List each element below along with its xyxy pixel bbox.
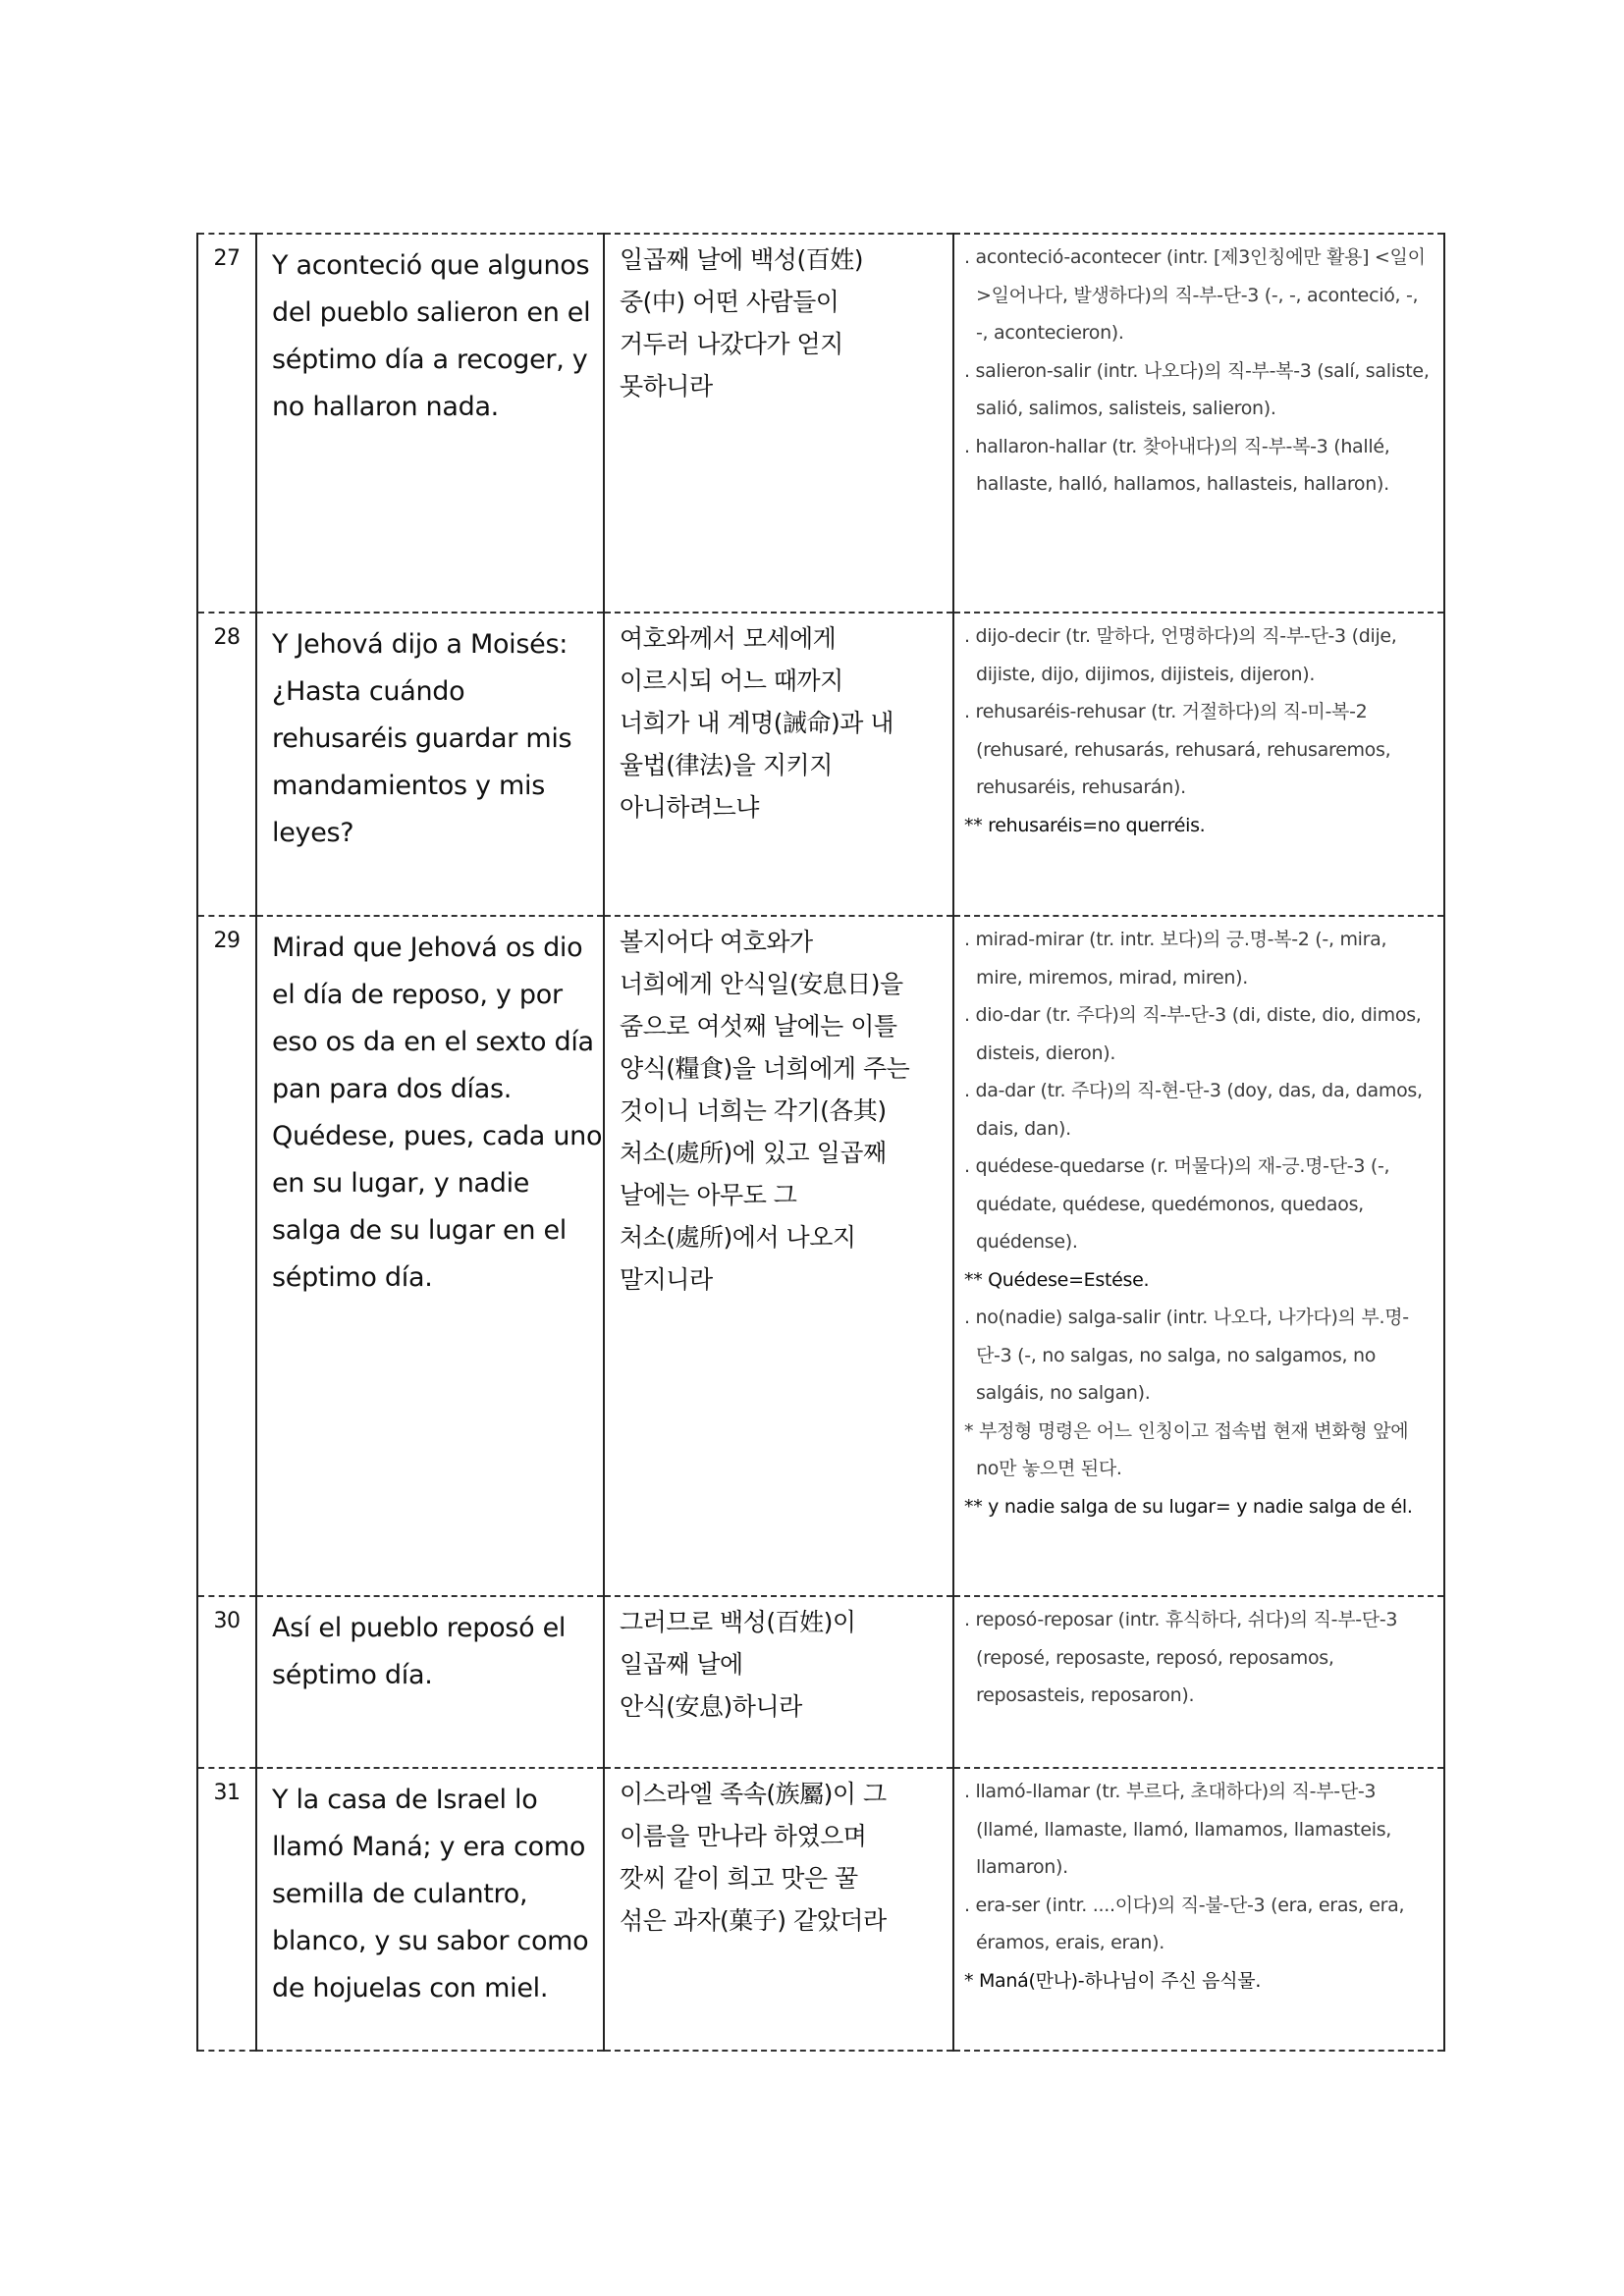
- spanish-text: [256, 1768, 604, 2051]
- spanish-line: Y la casa de Israel lo: [272, 1785, 538, 1815]
- korean-line: 처소(處所)에 있고 일곱째: [620, 1139, 887, 1167]
- korean-line: 줌으로 여섯째 날에는 이틀: [620, 1012, 897, 1041]
- spanish-line: rehusaréis guardar mis: [272, 723, 572, 754]
- note-equivalence: ** Quédese=Estése.: [964, 1268, 1150, 1291]
- spanish-text: [256, 234, 604, 613]
- korean-line: 것이니 너희는 각기(各其): [620, 1096, 887, 1125]
- grammar-notes: [953, 1768, 1444, 2051]
- spanish-line: blanco, y su sabor como: [272, 1926, 589, 1956]
- korean-line: 일곱째 날에: [620, 1650, 743, 1679]
- table-row: [197, 613, 1444, 916]
- grammar-notes: [953, 916, 1444, 1596]
- korean-line: 양식(糧食)을 너희에게 주는: [620, 1054, 910, 1083]
- korean-line: 못하니라: [620, 372, 713, 400]
- table-row: [197, 916, 1444, 1596]
- spanish-line: ¿Hasta cuándo: [272, 676, 465, 707]
- spanish-line: Quédese, pues, cada uno: [272, 1121, 603, 1151]
- korean-line: 이스라엘 족속(族屬)이 그: [620, 1780, 887, 1808]
- korean-text: [604, 1596, 953, 1768]
- note-equivalence: ** rehusaréis=no querréis.: [964, 814, 1206, 836]
- korean-line: 중(中) 어떤 사람들이: [620, 288, 839, 316]
- spanish-line: llamó Maná; y era como: [272, 1832, 586, 1862]
- korean-line: 아니하려느냐: [620, 793, 759, 822]
- spanish-line: eso os da en el sexto día: [272, 1027, 594, 1057]
- korean-line: 율법(律法)을 지키지: [620, 751, 833, 779]
- spanish-line: leyes?: [272, 818, 354, 848]
- korean-line: 볼지어다 여호와가: [620, 928, 813, 956]
- verse-number: 27: [197, 234, 256, 613]
- spanish-line: semilla de culantro,: [272, 1879, 528, 1909]
- verse-number: 29: [197, 916, 256, 1596]
- korean-text: [604, 1768, 953, 2051]
- korean-line: 깟씨 같이 희고 맛은 꿀: [620, 1864, 858, 1893]
- spanish-line: Mirad que Jehová os dio: [272, 933, 583, 963]
- note-item: . mirad-mirar (tr. intr. 보다)의 긍.명-복-2 (-, mira, mire, miremos, mirad, miren).: [964, 929, 1387, 988]
- spanish-line: Así el pueblo reposó el: [272, 1613, 567, 1643]
- korean-line: 여호와께서 모세에게: [620, 624, 837, 653]
- korean-text: [604, 234, 953, 613]
- grammar-notes: [953, 613, 1444, 916]
- korean-text: [604, 613, 953, 916]
- spanish-text: [256, 1596, 604, 1768]
- korean-line: 이르시되 어느 때까지: [620, 667, 843, 695]
- spanish-line: salga de su lugar en el: [272, 1215, 567, 1246]
- korean-line: 이름을 만나라 하였으며: [620, 1822, 867, 1850]
- table-row: [197, 234, 1444, 613]
- spanish-text: [256, 613, 604, 916]
- spanish-line: séptimo día.: [272, 1262, 433, 1293]
- korean-line: 안식(安息)하니라: [620, 1692, 802, 1721]
- verse-table: [196, 233, 1445, 2052]
- note-item: . reposó-reposar (intr. 휴식하다, 쉬다)의 직-부-단-3 (reposé, reposaste, reposó, reposamos, reposasteis, reposaron).: [964, 1609, 1398, 1706]
- verse-number: 30: [197, 1596, 256, 1768]
- spanish-line: Y aconteció que algunos: [272, 250, 590, 281]
- spanish-line: no hallaron nada.: [272, 392, 499, 422]
- note-item: . dio-dar (tr. 주다)의 직-부-단-3 (di, diste, dio, dimos, disteis, dieron).: [964, 1004, 1422, 1064]
- korean-line: 섞은 과자(菓子) 같았더라: [620, 1906, 887, 1935]
- table-row: [197, 1596, 1444, 1768]
- spanish-line: Y Jehová dijo a Moisés:: [272, 629, 568, 660]
- spanish-line: mandamientos y mis: [272, 771, 545, 801]
- korean-line: 일곱째 날에 백성(百姓): [620, 245, 863, 274]
- grammar-notes: [953, 1596, 1444, 1768]
- note-equivalence: ** y nadie salga de su lugar= y nadie salga de él.: [964, 1495, 1413, 1518]
- spanish-line: en su lugar, y nadie: [272, 1168, 530, 1199]
- grammar-notes: [953, 234, 1444, 613]
- korean-line: 처소(處所)에서 나오지: [620, 1223, 856, 1252]
- note-item: . da-dar (tr. 주다)의 직-현-단-3 (doy, das, da, damos, dais, dan).: [964, 1080, 1423, 1140]
- korean-line: 너희가 내 계명(誡命)과 내: [620, 709, 894, 737]
- korean-line: 그러므로 백성(百姓)이: [620, 1608, 856, 1636]
- spanish-line: pan para dos días.: [272, 1074, 513, 1104]
- note-remark: * 부정형 명령은 어느 인칭이고 접속법 현재 변화형 앞에 no만 놓으면 된다.: [964, 1419, 1409, 1479]
- spanish-line: de hojuelas con miel.: [272, 1973, 549, 2003]
- note-item: . salieron-salir (intr. 나오다)의 직-부-복-3 (salí, saliste, salió, salimos, salisteis, salieron).: [964, 359, 1430, 419]
- note-remark: * Maná(만나)-하나님이 주신 음식물.: [964, 1969, 1262, 1992]
- korean-line: 날에는 아무도 그: [620, 1181, 797, 1209]
- korean-line: 너희에게 안식일(安息日)을: [620, 970, 903, 998]
- spanish-text: [256, 916, 604, 1596]
- note-item: . aconteció-acontecer (intr. [제3인칭에만 활용] <일이>일어나다, 발생하다)의 직-부-단-3 (-, -, aconteció, -, -, acontecieron).: [964, 246, 1426, 344]
- korean-text: [604, 916, 953, 1596]
- note-item: . rehusaréis-rehusar (tr. 거절하다)의 직-미-복-2 (rehusaré, rehusarás, rehusará, rehusaremos, rehusaréis, rehusarán).: [964, 701, 1391, 798]
- korean-line: 거두러 나갔다가 얻지: [620, 330, 843, 358]
- table-row: [197, 1768, 1444, 2051]
- spanish-line: del pueblo salieron en el: [272, 297, 591, 328]
- note-item: . llamó-llamar (tr. 부르다, 초대하다)의 직-부-단-3 (llamé, llamaste, llamó, llamamos, llamasteis, llamaron).: [964, 1781, 1392, 1878]
- note-item: . no(nadie) salga-salir (intr. 나오다, 나가다)의 부.명-단-3 (-, no salgas, no salga, no salgamos, no salgáis, no salgan).: [964, 1307, 1409, 1404]
- verse-number: 28: [197, 613, 256, 916]
- note-item: . hallaron-hallar (tr. 찾아내다)의 직-부-복-3 (hallé, hallaste, halló, hallamos, hallasteis, hallaron).: [964, 435, 1390, 495]
- spanish-line: séptimo día a recoger, y: [272, 345, 588, 375]
- note-item: . quédese-quedarse (r. 머물다)의 재-긍.명-단-3 (-, quédate, quédese, quedémonos, quedaos, quédense).: [964, 1155, 1390, 1253]
- spanish-line: séptimo día.: [272, 1660, 433, 1690]
- note-item: . era-ser (intr. ....이다)의 직-불-단-3 (era, eras, era, éramos, erais, eran).: [964, 1894, 1405, 1953]
- note-item: . dijo-decir (tr. 말하다, 언명하다)의 직-부-단-3 (dije, dijiste, dijo, dijimos, dijisteis, dijeron).: [964, 625, 1397, 685]
- verse-number: 31: [197, 1768, 256, 2051]
- korean-line: 말지니라: [620, 1265, 713, 1294]
- spanish-line: el día de reposo, y por: [272, 980, 563, 1010]
